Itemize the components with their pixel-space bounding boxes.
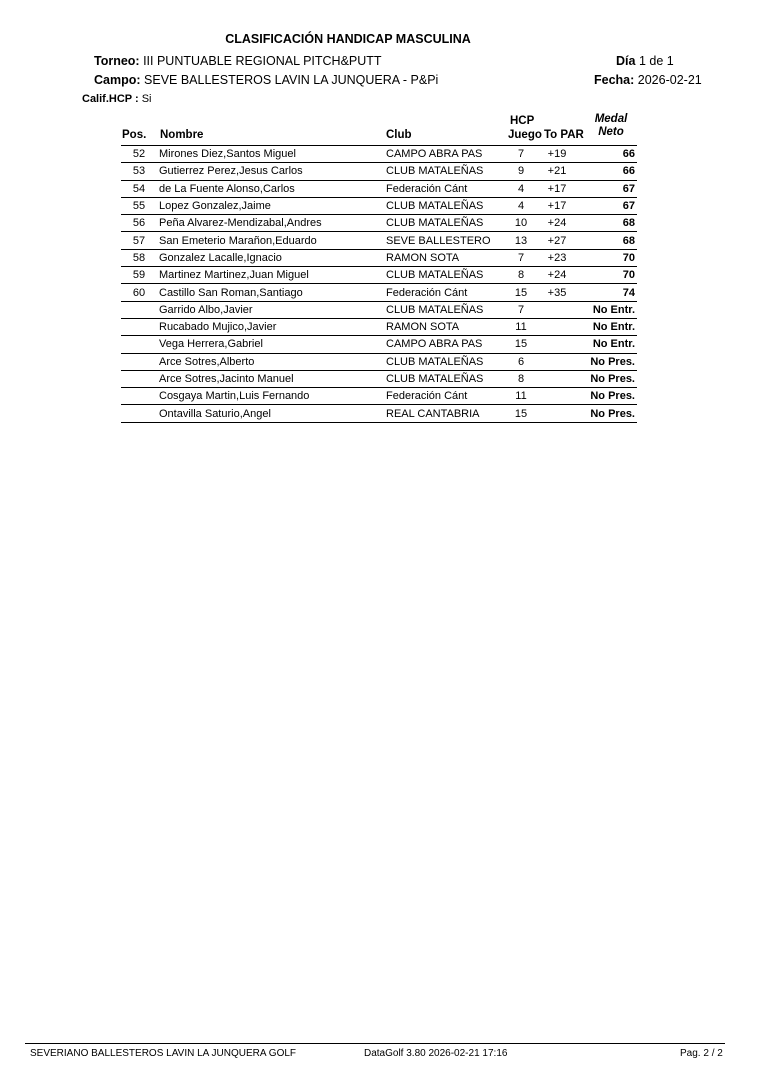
- table-row: [121, 249, 637, 266]
- row-position: [121, 301, 157, 318]
- row-position: 59: [121, 267, 157, 284]
- row-club: CLUB MATALEÑAS: [386, 197, 504, 214]
- table-row: [121, 284, 637, 301]
- row-nombre: Garrido Albo,Javier: [157, 301, 386, 318]
- dia-label: Día: [616, 54, 636, 68]
- campo-line: [94, 73, 438, 87]
- row-club: Federación Cánt: [386, 180, 504, 197]
- row-position: 54: [121, 180, 157, 197]
- header-nombre: Nombre: [160, 129, 204, 141]
- calif-line: [82, 93, 151, 105]
- row-hcp: 15: [504, 336, 538, 353]
- row-nombre: de La Fuente Alonso,Carlos: [157, 180, 386, 197]
- row-position: [121, 405, 157, 422]
- row-nombre: San Emeterio Marañon,Eduardo: [157, 232, 386, 249]
- fecha-label: Fecha:: [594, 73, 635, 87]
- table-row: [121, 336, 637, 353]
- row-nombre: Ontavilla Saturio,Angel: [157, 405, 386, 422]
- row-position: [121, 318, 157, 335]
- row-medal-neto: 70: [576, 267, 637, 284]
- row-club: CLUB MATALEÑAS: [386, 215, 504, 232]
- dia-value: 1 de 1: [638, 54, 674, 68]
- results-body: [121, 146, 637, 423]
- table-row: [121, 146, 637, 163]
- row-position: 57: [121, 232, 157, 249]
- footer-divider: [25, 1043, 725, 1044]
- header-to-par: To PAR: [544, 129, 584, 141]
- row-to-par: [538, 318, 576, 335]
- fecha-line: [594, 73, 702, 87]
- row-nombre: Lopez Gonzalez,Jaime: [157, 197, 386, 214]
- row-hcp: 7: [504, 301, 538, 318]
- campo-value: SEVE BALLESTEROS LAVIN LA JUNQUERA - P&Pi: [144, 73, 439, 87]
- row-hcp: 6: [504, 353, 538, 370]
- row-club: SEVE BALLESTERO: [386, 232, 504, 249]
- row-club: Federación Cánt: [386, 388, 504, 405]
- row-nombre: Cosgaya Martin,Luis Fernando: [157, 388, 386, 405]
- header-club: Club: [386, 129, 412, 141]
- calif-value: Si: [141, 93, 152, 105]
- row-club: CLUB MATALEÑAS: [386, 353, 504, 370]
- row-to-par: +17: [538, 197, 576, 214]
- row-to-par: +24: [538, 267, 576, 284]
- row-club: CLUB MATALEÑAS: [386, 370, 504, 387]
- row-medal-neto: 66: [576, 163, 637, 180]
- header-hcp-bottom: Juego: [508, 129, 542, 141]
- row-position: [121, 370, 157, 387]
- row-hcp: 15: [504, 284, 538, 301]
- row-medal-neto: 68: [576, 232, 637, 249]
- row-nombre: Martinez Martinez,Juan Miguel: [157, 267, 386, 284]
- row-medal-neto: 68: [576, 215, 637, 232]
- row-hcp: 8: [504, 370, 538, 387]
- row-nombre: Arce Sotres,Alberto: [157, 353, 386, 370]
- header-medal: Medal: [594, 113, 628, 125]
- row-to-par: [538, 353, 576, 370]
- row-medal-neto: No Pres.: [576, 405, 637, 422]
- table-row: [121, 180, 637, 197]
- fecha-value: 2026-02-21: [637, 73, 702, 87]
- footer-software: DataGolf 3.80 2026-02-21 17:16: [364, 1048, 508, 1059]
- table-row: [121, 388, 637, 405]
- row-position: [121, 336, 157, 353]
- row-hcp: 7: [504, 249, 538, 266]
- table-row: [121, 405, 637, 422]
- row-to-par: +27: [538, 232, 576, 249]
- row-position: 56: [121, 215, 157, 232]
- row-medal-neto: No Entr.: [576, 318, 637, 335]
- row-hcp: 10: [504, 215, 538, 232]
- dia-line: [616, 54, 674, 68]
- row-hcp: 15: [504, 405, 538, 422]
- row-hcp: 11: [504, 318, 538, 335]
- torneo-label: Torneo:: [94, 54, 140, 68]
- row-medal-neto: No Entr.: [576, 301, 637, 318]
- row-to-par: +17: [538, 180, 576, 197]
- row-to-par: +19: [538, 146, 576, 163]
- row-nombre: Vega Herrera,Gabriel: [157, 336, 386, 353]
- header-neto: Neto: [598, 126, 624, 138]
- row-position: 60: [121, 284, 157, 301]
- row-hcp: 8: [504, 267, 538, 284]
- row-medal-neto: No Entr.: [576, 336, 637, 353]
- row-club: Federación Cánt: [386, 284, 504, 301]
- row-position: [121, 388, 157, 405]
- header-pos: Pos.: [122, 129, 147, 141]
- row-nombre: Gonzalez Lacalle,Ignacio: [157, 249, 386, 266]
- row-club: REAL CANTABRIA: [386, 405, 504, 422]
- table-row: [121, 267, 637, 284]
- row-to-par: [538, 370, 576, 387]
- row-medal-neto: No Pres.: [576, 353, 637, 370]
- row-club: CLUB MATALEÑAS: [386, 267, 504, 284]
- row-medal-neto: 70: [576, 249, 637, 266]
- row-position: 53: [121, 163, 157, 180]
- results-table: [121, 145, 637, 423]
- row-nombre: Mirones Diez,Santos Miguel: [157, 146, 386, 163]
- row-club: RAMON SOTA: [386, 318, 504, 335]
- row-hcp: 9: [504, 163, 538, 180]
- row-hcp: 7: [504, 146, 538, 163]
- table-row: [121, 232, 637, 249]
- row-position: 58: [121, 249, 157, 266]
- row-to-par: +21: [538, 163, 576, 180]
- row-hcp: 13: [504, 232, 538, 249]
- row-nombre: Peña Alvarez-Mendizabal,Andres: [157, 215, 386, 232]
- row-club: RAMON SOTA: [386, 249, 504, 266]
- row-medal-neto: 74: [576, 284, 637, 301]
- row-medal-neto: No Pres.: [576, 388, 637, 405]
- table-row: [121, 370, 637, 387]
- torneo-line: [94, 54, 382, 68]
- row-position: 55: [121, 197, 157, 214]
- table-row: [121, 353, 637, 370]
- row-to-par: +24: [538, 215, 576, 232]
- row-nombre: Castillo San Roman,Santiago: [157, 284, 386, 301]
- row-to-par: [538, 388, 576, 405]
- table-row: [121, 318, 637, 335]
- table-row: [121, 215, 637, 232]
- row-medal-neto: 67: [576, 197, 637, 214]
- torneo-value: III PUNTUABLE REGIONAL PITCH&PUTT: [143, 54, 382, 68]
- table-row: [121, 197, 637, 214]
- footer-club: SEVERIANO BALLESTEROS LAVIN LA JUNQUERA GOLF: [30, 1048, 297, 1059]
- row-medal-neto: 67: [576, 180, 637, 197]
- row-club: CLUB MATALEÑAS: [386, 163, 504, 180]
- row-to-par: [538, 405, 576, 422]
- campo-label: Campo:: [94, 73, 141, 87]
- row-hcp: 11: [504, 388, 538, 405]
- header-hcp-top: HCP: [510, 115, 535, 127]
- row-club: CAMPO ABRA PAS: [386, 336, 504, 353]
- row-nombre: Gutierrez Perez,Jesus Carlos: [157, 163, 386, 180]
- calif-label: Calif.HCP :: [82, 93, 139, 105]
- row-to-par: +23: [538, 249, 576, 266]
- row-position: 52: [121, 146, 157, 163]
- row-nombre: Arce Sotres,Jacinto Manuel: [157, 370, 386, 387]
- row-club: CAMPO ABRA PAS: [386, 146, 504, 163]
- row-to-par: +35: [538, 284, 576, 301]
- row-club: CLUB MATALEÑAS: [386, 301, 504, 318]
- row-medal-neto: No Pres.: [576, 370, 637, 387]
- row-medal-neto: 66: [576, 146, 637, 163]
- row-hcp: 4: [504, 180, 538, 197]
- footer-page: Pag. 2 / 2: [680, 1048, 723, 1059]
- row-hcp: 4: [504, 197, 538, 214]
- table-row: [121, 163, 637, 180]
- row-position: [121, 353, 157, 370]
- table-row: [121, 301, 637, 318]
- row-to-par: [538, 336, 576, 353]
- page-title: CLASIFICACIÓN HANDICAP MASCULINA: [225, 32, 471, 46]
- row-nombre: Rucabado Mujico,Javier: [157, 318, 386, 335]
- row-to-par: [538, 301, 576, 318]
